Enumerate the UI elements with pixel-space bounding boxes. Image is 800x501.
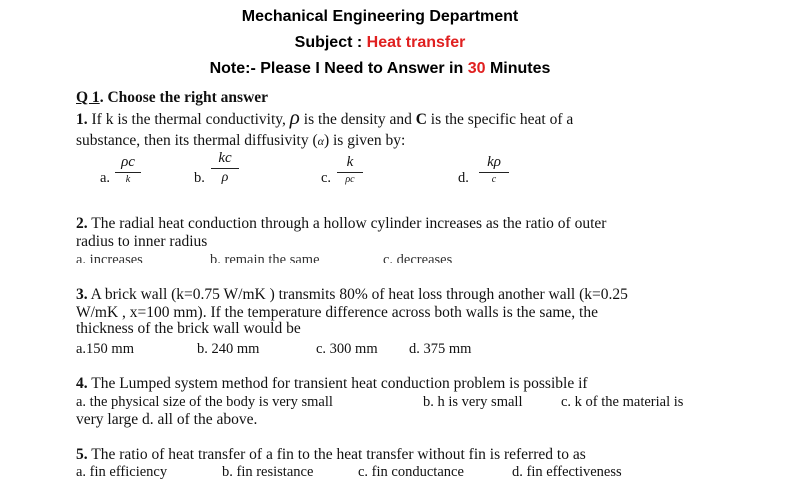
q2-line1-text: The radial heat conduction through a hollow cylinder increases as the ratio of outer bbox=[87, 215, 607, 232]
q3-option-a[interactable]: a.150 mm bbox=[76, 341, 134, 357]
q4-line3: very large d. all of the above. bbox=[76, 411, 258, 428]
q1-line2-end: ) is given by: bbox=[323, 132, 406, 149]
note-suffix: Minutes bbox=[485, 60, 551, 77]
note-prefix: Note:- Please I Need to Answer in bbox=[209, 60, 468, 77]
q2-option-b[interactable]: b. remain the same bbox=[210, 252, 320, 263]
q1-option-d-fraction[interactable] bbox=[479, 154, 509, 186]
q1-option-a-num: ρc bbox=[121, 154, 135, 170]
q5-option-b[interactable]: b. fin resistance bbox=[222, 464, 314, 480]
q5-number: 5. bbox=[76, 446, 88, 463]
q4-option-a[interactable]: a. the physical size of the body is very small bbox=[76, 394, 333, 410]
q3-line2: W/mK , x=100 mm). If the temperature difference across both walls is the same, the bbox=[76, 304, 598, 321]
q4-option-c[interactable]: c. k of the material is bbox=[561, 394, 684, 410]
q4-line1-text: The Lumped system method for transient heat conduction problem is possible if bbox=[87, 375, 588, 392]
section-title bbox=[76, 89, 268, 107]
q3-line1-text: A brick wall (k=0.75 W/mK ) transmits 80% of heat loss through another wall (k=0.25 bbox=[87, 286, 628, 303]
q3-line1 bbox=[76, 286, 628, 304]
q1-line1 bbox=[76, 105, 574, 129]
q5-line1-text: The ratio of heat transfer of a fin to the heat transfer without fin is referred to as bbox=[87, 446, 586, 463]
q1-text-a: If k is the thermal conductivity, bbox=[87, 111, 290, 128]
q4-option-b[interactable]: b. h is very small bbox=[423, 394, 523, 410]
q5-line1 bbox=[76, 446, 586, 464]
fraction-bar bbox=[211, 168, 239, 169]
subject-value: Heat transfer bbox=[366, 34, 466, 51]
q2-option-a[interactable]: a. increases bbox=[76, 252, 143, 263]
q3-option-d[interactable]: d. 375 mm bbox=[409, 341, 472, 357]
q1-number: 1. bbox=[76, 111, 88, 128]
q1-option-d-label: d. bbox=[458, 170, 469, 186]
department-title bbox=[0, 8, 760, 26]
note-minutes: 30 bbox=[467, 60, 486, 77]
section-number: Q 1 bbox=[76, 89, 100, 106]
c-symbol: C bbox=[415, 111, 427, 128]
q1-line2 bbox=[76, 132, 405, 150]
fraction-bar bbox=[337, 172, 363, 173]
q1-option-d-num: kρ bbox=[487, 154, 501, 170]
subject-line bbox=[0, 34, 760, 52]
q1-text-b: is the density and bbox=[299, 111, 416, 128]
note-line bbox=[0, 60, 760, 78]
department-text: Mechanical Engineering Department bbox=[241, 8, 519, 25]
q1-option-c-label: c. bbox=[321, 170, 332, 186]
q1-option-b-num: kc bbox=[218, 150, 232, 166]
q3-number: 3. bbox=[76, 286, 88, 303]
q5-option-a[interactable]: a. fin efficiency bbox=[76, 464, 168, 480]
q2-number: 2. bbox=[76, 215, 88, 232]
section-title-text: . Choose the right answer bbox=[99, 89, 269, 106]
q1-option-b-fraction[interactable] bbox=[211, 150, 239, 186]
q4-line1 bbox=[76, 375, 588, 393]
q1-option-a-den: k bbox=[125, 174, 131, 185]
q1-option-a-fraction[interactable] bbox=[115, 154, 141, 186]
q2-line2: radius to inner radius bbox=[76, 233, 208, 250]
q1-option-b-label: b. bbox=[194, 170, 205, 186]
q3-line3: thickness of the brick wall would be bbox=[76, 320, 301, 337]
q1-option-c-num: k bbox=[346, 154, 354, 170]
q1-text-c: is the specific heat of a bbox=[426, 111, 574, 128]
q1-option-c-fraction[interactable] bbox=[337, 154, 363, 186]
q3-option-c[interactable]: c. 300 mm bbox=[316, 341, 378, 357]
q5-option-d[interactable]: d. fin effectiveness bbox=[512, 464, 622, 480]
q5-option-c[interactable]: c. fin conductance bbox=[358, 464, 464, 480]
q1-option-d-den: c bbox=[491, 174, 497, 185]
rho-symbol: ρ bbox=[289, 105, 300, 129]
q3-option-b[interactable]: b. 240 mm bbox=[197, 341, 260, 357]
q1-option-b-den: ρ bbox=[221, 170, 229, 185]
q2-line1 bbox=[76, 215, 606, 233]
q1-option-a-label: a. bbox=[100, 170, 111, 186]
q4-number: 4. bbox=[76, 375, 88, 392]
q2-option-c[interactable]: c. decreases bbox=[383, 252, 453, 263]
fraction-bar bbox=[479, 172, 509, 173]
q1-option-c-den: ρc bbox=[345, 174, 355, 185]
alpha-symbol: α bbox=[317, 134, 324, 148]
fraction-bar bbox=[115, 172, 141, 173]
q1-line2-text: substance, then its thermal diffusivity ( bbox=[76, 132, 318, 149]
subject-label: Subject : bbox=[294, 34, 367, 51]
